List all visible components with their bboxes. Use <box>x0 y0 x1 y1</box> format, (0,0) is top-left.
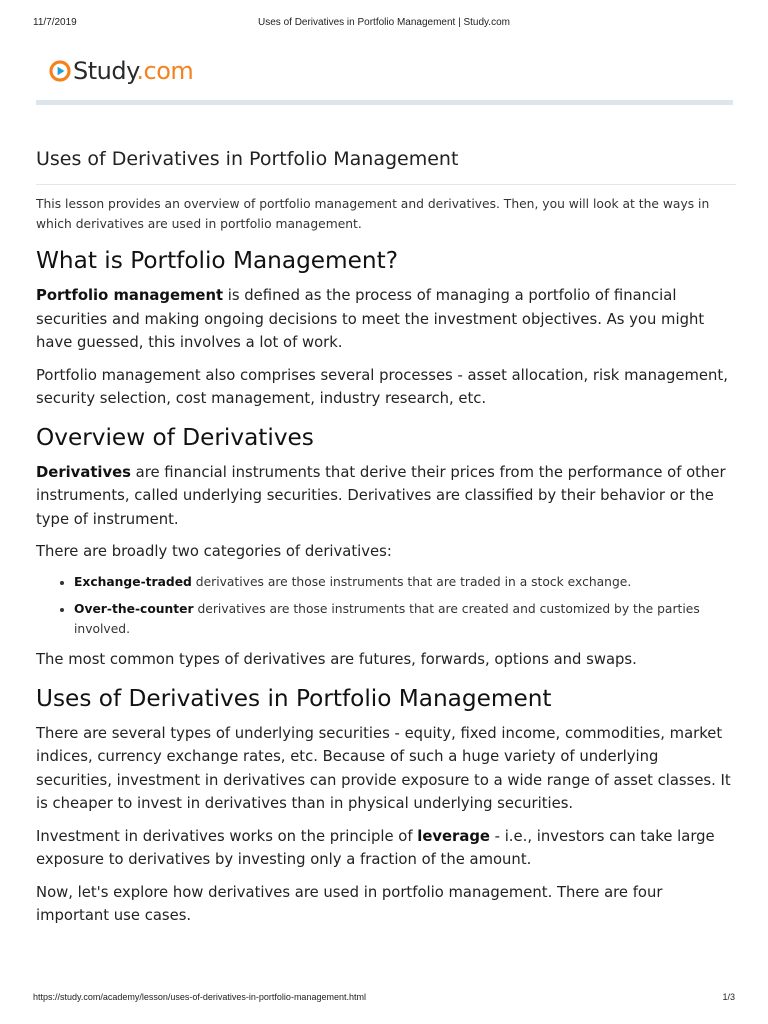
bold-term: leverage <box>417 827 490 845</box>
paragraph: Now, let's explore how derivatives are used in portfolio management. There are four important use cases. <box>36 883 663 924</box>
derivative-categories-list <box>36 573 736 640</box>
lesson-title: Uses of Derivatives in Portfolio Management <box>36 148 459 170</box>
print-page-title: Uses of Derivatives in Portfolio Management | Study.com <box>258 17 510 28</box>
page-url-link[interactable]: https://study.com/academy/lesson/uses-of-derivatives-in-portfolio-management.html <box>33 992 366 1002</box>
paragraph <box>36 461 736 532</box>
print-header <box>0 17 768 31</box>
paragraph: There are several types of underlying securities - equity, fixed income, commodities, market indices, currency exchange rates, etc. Because of such a huge variety of underlying securities, investment in derivatives can provide exposure to a wide range of asset classes. It is cheaper to invest in derivatives than in physical underlying securities. <box>36 724 731 812</box>
section-heading-uses-of-derivatives: Uses of Derivatives in Portfolio Management <box>36 684 552 712</box>
lesson-content <box>36 140 736 937</box>
logo-wordmark <box>73 56 193 86</box>
bold-term: Exchange-traded <box>74 574 192 589</box>
paragraph-text: are financial instruments that derive their prices from the performance of other instruments, called underlying securities. Derivatives are classified by their behavior or the type of instrument. <box>36 463 726 528</box>
play-logo-icon <box>49 60 71 82</box>
paragraph <box>36 284 736 355</box>
print-footer <box>0 992 768 1006</box>
paragraph-text: is defined as the process of managing a portfolio of financial securities and making ongoing decisions to meet the investment objectives. As you might have guessed, this involves a lot of work. <box>36 287 705 351</box>
print-date: 11/7/2019 <box>33 17 77 28</box>
lesson-intro: This lesson provides an overview of portfolio management and derivatives. Then, you will look at the ways in which derivatives are used in portfolio management. <box>36 197 710 231</box>
logo-name: Study <box>73 57 137 85</box>
list-item <box>74 573 736 593</box>
paragraph-text: Investment in derivatives works on the principle of <box>36 827 418 845</box>
paragraph <box>36 825 736 872</box>
list-item <box>74 600 736 639</box>
paragraph: The most common types of derivatives are futures, forwards, options and swaps. <box>36 651 637 668</box>
bold-term: Derivatives <box>36 463 131 481</box>
paragraph: Portfolio management also comprises several processes - asset allocation, risk management, security selection, cost management, industry research, etc. <box>36 366 728 407</box>
paragraph: There are broadly two categories of derivatives: <box>36 543 392 560</box>
bold-term: Over-the-counter <box>74 602 194 616</box>
paragraph-text: - i.e., investors can take large exposure to derivatives by investing only a fraction of the amount. <box>36 827 715 868</box>
list-item-text: derivatives are those instruments that are created and customized by the parties involved. <box>74 602 700 636</box>
section-heading-portfolio-management: What is Portfolio Management? <box>36 247 398 274</box>
logo-dotcom: .com <box>136 57 194 85</box>
bold-term: Portfolio management <box>36 287 224 304</box>
list-item-text: derivatives are those instruments that are traded in a stock exchange. <box>191 574 632 589</box>
title-divider <box>36 184 736 185</box>
page-number: 1/3 <box>722 992 735 1002</box>
header-divider <box>36 100 733 105</box>
section-heading-derivatives-overview: Overview of Derivatives <box>36 423 314 451</box>
study-logo[interactable] <box>49 56 193 86</box>
